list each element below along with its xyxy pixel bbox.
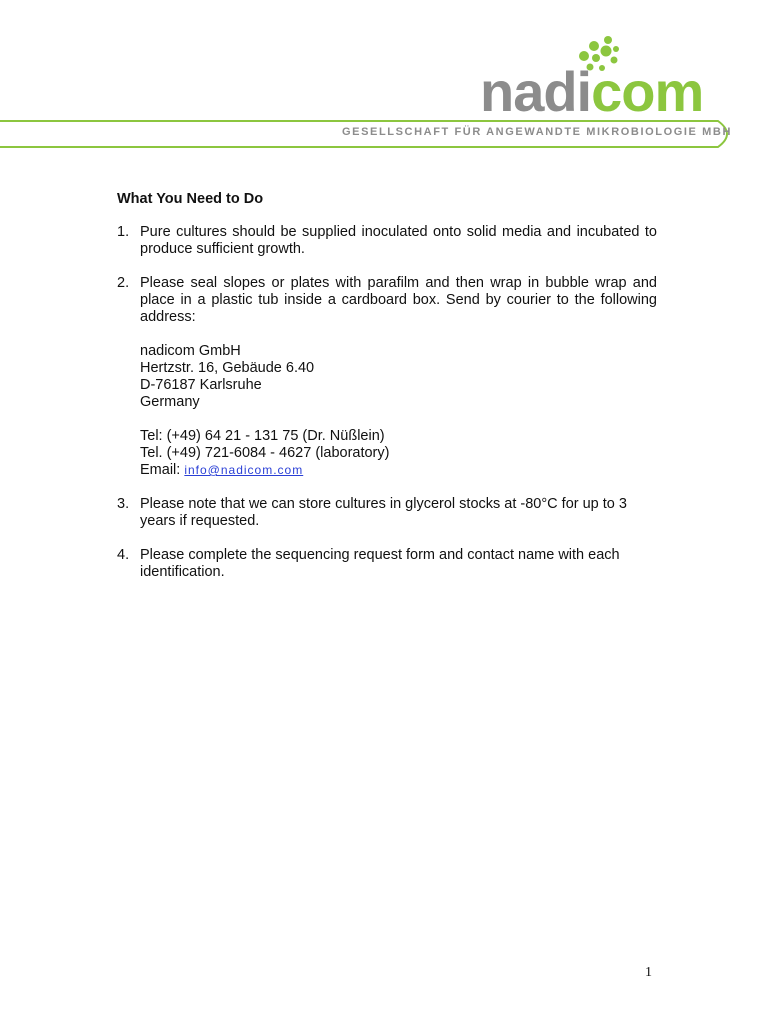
logo-wordmark: nadicom (480, 60, 704, 123)
document-body (117, 191, 657, 598)
phone-laboratory: Tel. (+49) 721-6084 - 4627 (laboratory) (140, 445, 390, 461)
email-line (140, 462, 657, 479)
item-number: 2. (117, 275, 130, 291)
list-item (117, 496, 657, 530)
item-text: Please seal slopes or plates with parafilm and then wrap in bubble wrap and place in a plastic tub inside a cardboard box. Send by courier to the following address: (140, 275, 657, 325)
company-logo (478, 34, 738, 123)
contact-info (140, 428, 657, 479)
company-tagline: GESELLSCHAFT FÜR ANGEWANDTE MIKROBIOLOGIE MBH (342, 126, 732, 138)
list-item (117, 275, 657, 479)
address-street: Hertzstr. 16, Gebäude 6.40 (140, 360, 315, 376)
address-company: nadicom GmbH (140, 343, 241, 359)
mailing-address (140, 343, 657, 411)
page-number: 1 (645, 965, 652, 980)
section-heading: What You Need to Do (117, 191, 264, 207)
list-item (117, 547, 657, 581)
list-item (117, 224, 657, 258)
email-link[interactable]: info@nadicom.com (184, 463, 304, 477)
email-label: Email: (140, 462, 185, 478)
item-text: Please note that we can store cultures in glycerol stocks at -80°C for up to 3 years if requested. (140, 496, 627, 529)
item-number: 1. (117, 224, 130, 240)
item-number: 3. (117, 496, 130, 512)
phone-primary: Tel: (+49) 64 21 - 131 75 (Dr. Nüßlein) (140, 428, 385, 444)
item-number: 4. (117, 547, 130, 563)
item-text: Please complete the sequencing request form and contact name with each identification. (140, 547, 620, 580)
address-country: Germany (140, 394, 200, 410)
instruction-list (117, 224, 657, 581)
item-text: Pure cultures should be supplied inoculated onto solid media and incubated to produce sufficient growth. (140, 224, 657, 257)
address-city: D-76187 Karlsruhe (140, 377, 262, 393)
